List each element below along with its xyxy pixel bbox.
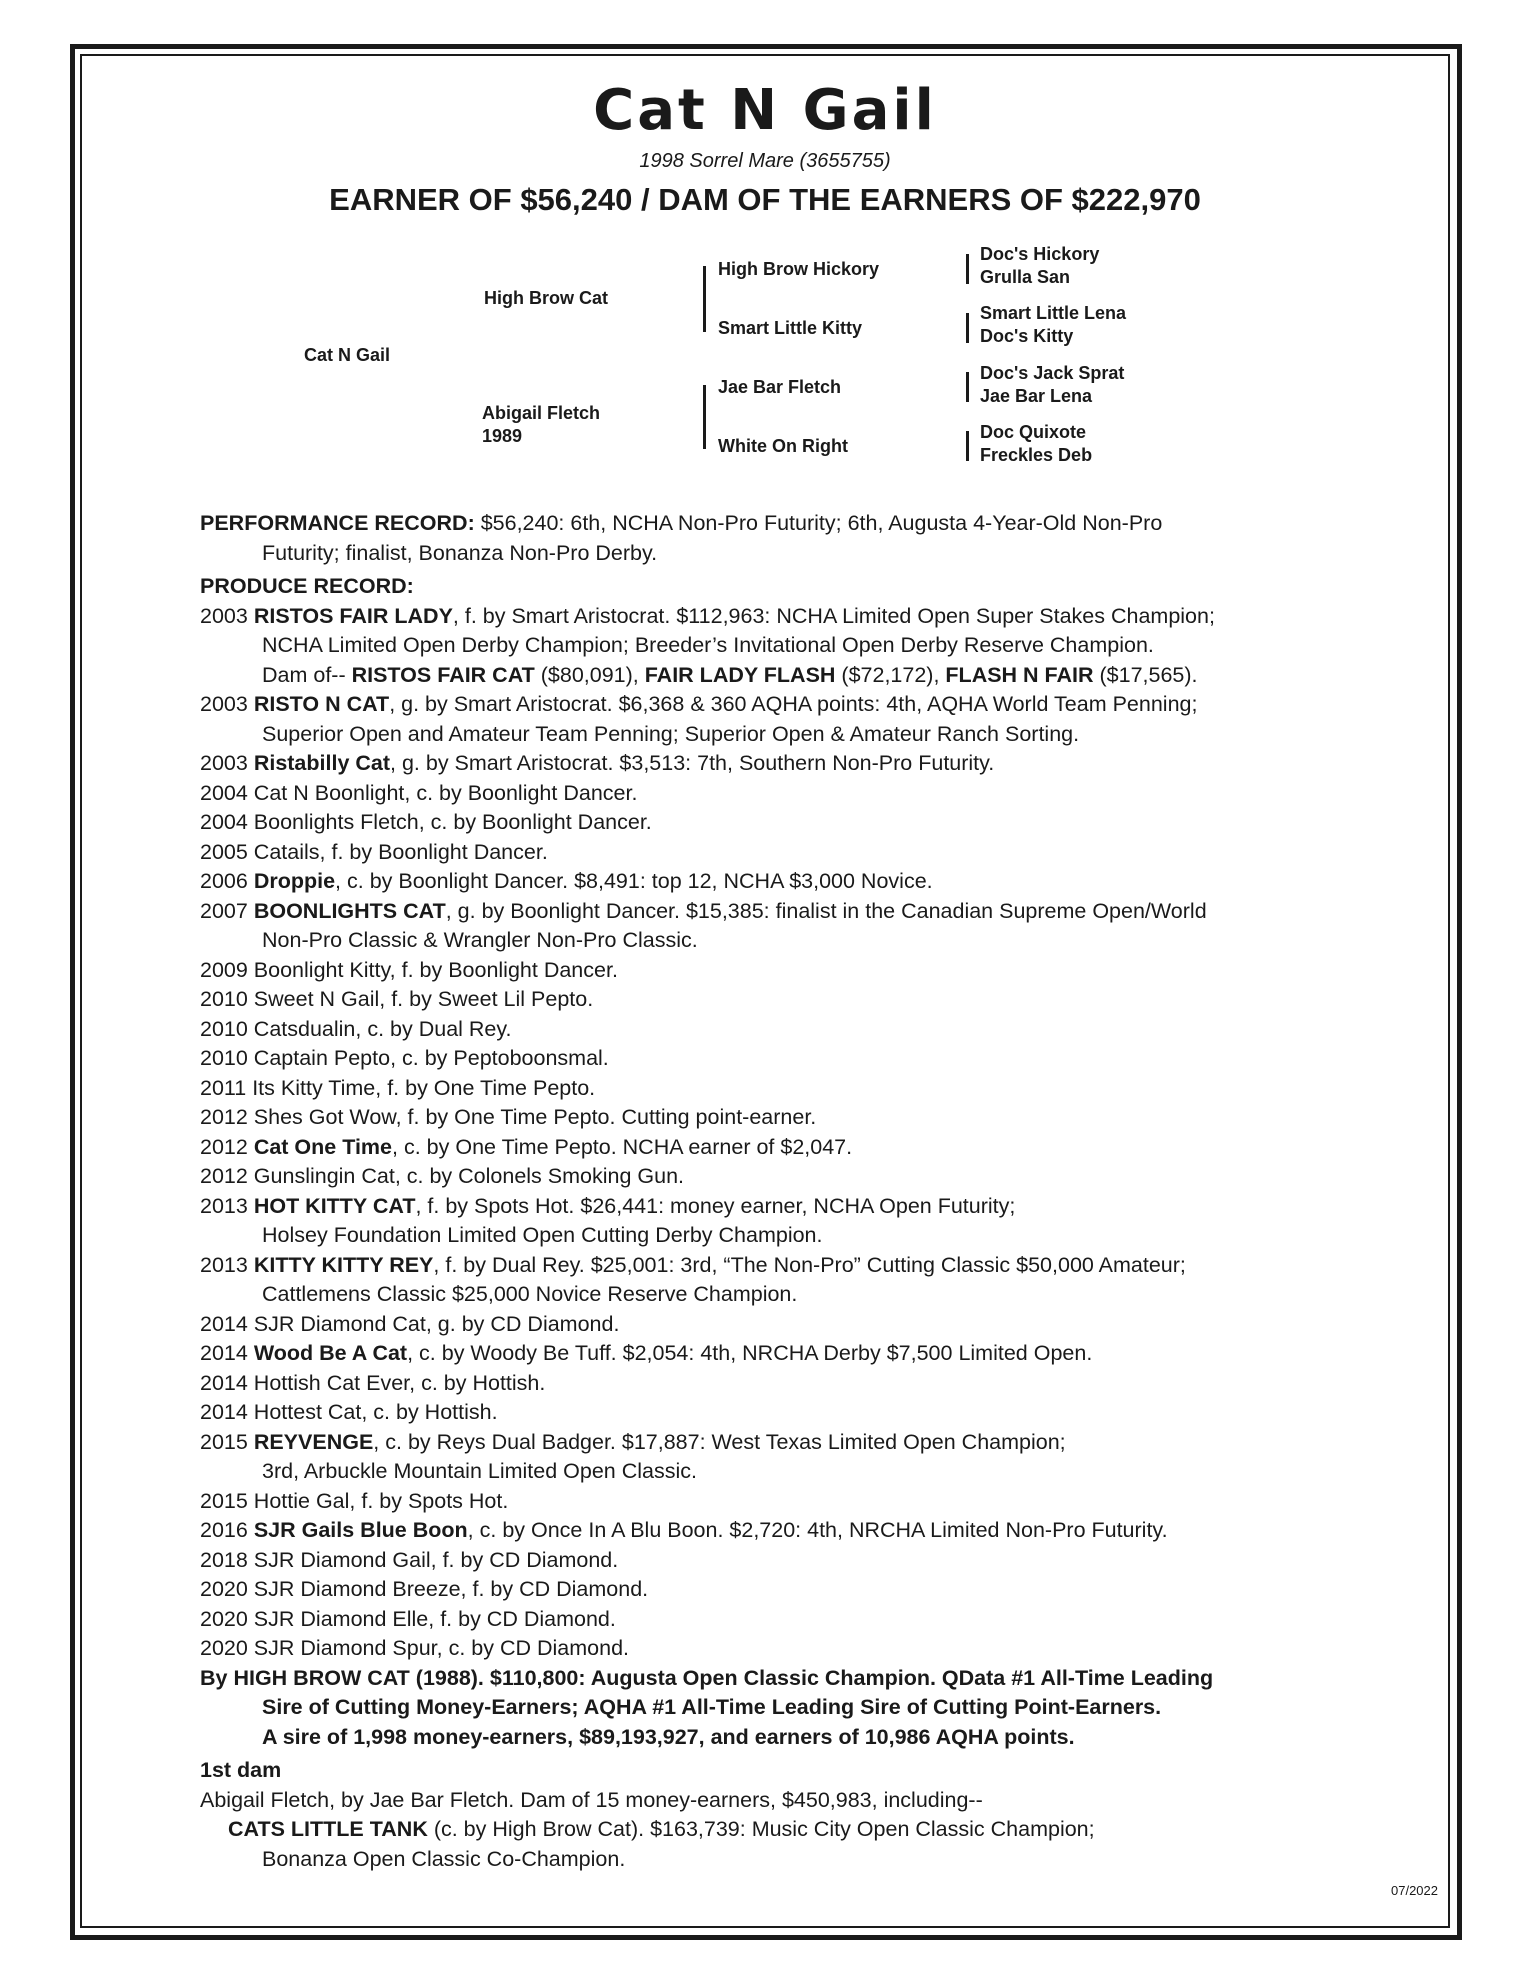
produce-entry: 2006 Droppie, c. by Boonlight Dancer. $8,491: top 12, NCHA $3,000 Novice. bbox=[200, 869, 933, 893]
produce-entry: 2011 Its Kitty Time, f. by One Time Pepto. bbox=[200, 1075, 596, 1100]
pedigree-g3-4: Doc's Kitty bbox=[980, 326, 1074, 346]
revision-date: 07/2022 bbox=[1391, 1883, 1438, 1898]
pedigree-g3-5: Doc's Jack Sprat bbox=[980, 363, 1125, 383]
pedigree-bracket-dam bbox=[703, 385, 706, 449]
page-title: Cat N Gail bbox=[593, 78, 937, 143]
pedigree-bracket-g3-1 bbox=[966, 254, 969, 284]
produce-entry: 2007 BOONLIGHTS CAT, g. by Boonlight Dancer. $15,385: finalist in the Canadian Supreme Open/World bbox=[200, 898, 1207, 923]
pedigree-g3-1: Doc's Hickory bbox=[980, 244, 1100, 264]
pedigree-subject: Cat N Gail bbox=[304, 345, 391, 365]
produce-entry-cont: Non-Pro Classic & Wrangler Non-Pro Classic. bbox=[262, 928, 698, 952]
pedigree-g3-8: Freckles Deb bbox=[980, 445, 1093, 465]
first-dam-heading: 1st dam bbox=[200, 1758, 282, 1782]
produce-entry: 2014 Wood Be A Cat, c. by Woody Be Tuff. $2,054: 4th, NRCHA Derby $7,500 Limited Open. bbox=[200, 1341, 1093, 1365]
first-dam-offspring-cont: Bonanza Open Classic Co-Champion. bbox=[262, 1846, 626, 1871]
produce-entry: 2013 KITTY KITTY REY, f. by Dual Rey. $25,001: 3rd, “The Non-Pro” Cutting Classic $50,000 Amateur; bbox=[200, 1252, 1186, 1277]
pedigree-g3-2: Grulla San bbox=[980, 267, 1071, 287]
pedigree-bracket-g3-3 bbox=[966, 372, 969, 402]
record-body bbox=[200, 509, 1340, 1874]
pedigree-g3-3: Smart Little Lena bbox=[980, 303, 1127, 323]
produce-entry: 2020 SJR Diamond Elle, f. by CD Diamond. bbox=[200, 1606, 616, 1631]
produce-entry: 2010 Captain Pepto, c. by Peptoboonsmal. bbox=[200, 1046, 609, 1070]
produce-entry-cont: 3rd, Arbuckle Mountain Limited Open Classic. bbox=[262, 1459, 697, 1483]
produce-entry: 2012 Cat One Time, c. by One Time Pepto. NCHA earner of $2,047. bbox=[200, 1134, 853, 1159]
produce-record-heading: PRODUCE RECORD: bbox=[200, 574, 414, 598]
pedigree-dam-sire: Jae Bar Fletch bbox=[718, 377, 842, 397]
produce-entry: 2020 SJR Diamond Breeze, f. by CD Diamond. bbox=[200, 1577, 649, 1601]
produce-entry: 2003 RISTOS FAIR LADY, f. by Smart Aristocrat. $112,963: NCHA Limited Open Super Stakes Champion; bbox=[200, 603, 1215, 628]
sire-info: By HIGH BROW CAT (1988). $110,800: Augusta Open Classic Champion. QData #1 All-Time Leading bbox=[200, 1665, 1214, 1690]
sire-info-cont: Sire of Cutting Money-Earners; AQHA #1 All-Time Leading Sire of Cutting Point-Earners. bbox=[262, 1695, 1162, 1719]
pedigree-dam-dam: White On Right bbox=[718, 436, 848, 456]
pedigree-dam: Abigail Fletch bbox=[482, 403, 601, 423]
produce-entry: 2004 Cat N Boonlight, c. by Boonlight Dancer. bbox=[200, 780, 638, 805]
horse-description: 1998 Sorrel Mare (3655755) bbox=[639, 150, 891, 172]
produce-entry: 2015 REYVENGE, c. by Reys Dual Badger. $17,887: West Texas Limited Open Champion; bbox=[200, 1429, 1066, 1454]
produce-entry: 2014 Hottish Cat Ever, c. by Hottish. bbox=[200, 1370, 546, 1395]
produce-entry: 2015 Hottie Gal, f. by Spots Hot. bbox=[200, 1488, 509, 1513]
produce-entry: 2013 HOT KITTY CAT, f. by Spots Hot. $26,441: money earner, NCHA Open Futurity; bbox=[200, 1193, 1016, 1218]
sire-info-cont: A sire of 1,998 money-earners, $89,193,927, and earners of 10,986 AQHA points. bbox=[262, 1724, 1075, 1749]
produce-entry: 2009 Boonlight Kitty, f. by Boonlight Dancer. bbox=[200, 957, 618, 982]
produce-entry: 2014 Hottest Cat, c. by Hottish. bbox=[200, 1400, 498, 1424]
produce-entry: 2014 SJR Diamond Cat, g. by CD Diamond. bbox=[200, 1311, 620, 1336]
produce-entry: 2010 Sweet N Gail, f. by Sweet Lil Pepto. bbox=[200, 987, 594, 1011]
produce-entry: 2010 Catsdualin, c. by Dual Rey. bbox=[200, 1016, 512, 1041]
first-dam-info: Abigail Fletch, by Jae Bar Fletch. Dam of 15 money-earners, $450,983, including-- bbox=[200, 1787, 983, 1812]
produce-entry: 2003 RISTO N CAT, g. by Smart Aristocrat. $6,368 & 360 AQHA points: 4th, AQHA World Team Penning; bbox=[200, 692, 1198, 716]
pedigree-bracket-sire bbox=[703, 266, 706, 332]
pedigree-bracket-g3-4 bbox=[966, 431, 969, 461]
produce-entry: 2020 SJR Diamond Spur, c. by CD Diamond. bbox=[200, 1636, 630, 1660]
produce-entry-cont: Superior Open and Amateur Team Penning; Superior Open & Amateur Ranch Sorting. bbox=[262, 721, 1080, 746]
performance-record: PERFORMANCE RECORD: $56,240: 6th, NCHA Non-Pro Futurity; 6th, Augusta 4-Year-Old Non-Pro bbox=[200, 511, 1163, 535]
produce-entry: 2012 Shes Got Wow, f. by One Time Pepto. Cutting point-earner. bbox=[200, 1105, 817, 1129]
produce-entry-cont: Cattlemens Classic $25,000 Novice Reserve Champion. bbox=[262, 1282, 798, 1306]
produce-entry-cont: NCHA Limited Open Derby Champion; Breeder’s Invitational Open Derby Reserve Champion. bbox=[262, 633, 1154, 657]
produce-entry: 2003 Ristabilly Cat, g. by Smart Aristocrat. $3,513: 7th, Southern Non-Pro Futurity. bbox=[200, 751, 995, 775]
produce-entry-cont: Holsey Foundation Limited Open Cutting Derby Champion. bbox=[262, 1223, 823, 1247]
earner-summary: EARNER OF $56,240 / DAM OF THE EARNERS OF $222,970 bbox=[329, 182, 1201, 217]
produce-entry: 2016 SJR Gails Blue Boon, c. by Once In A Blu Boon. $2,720: 4th, NRCHA Limited Non-Pro Futurity. bbox=[200, 1518, 1168, 1542]
pedigree-sire: High Brow Cat bbox=[484, 288, 608, 308]
first-dam-offspring: CATS LITTLE TANK (c. by High Brow Cat). $163,739: Music City Open Classic Champion; bbox=[228, 1817, 1095, 1841]
produce-entry-cont: Dam of-- RISTOS FAIR CAT ($80,091), FAIR LADY FLASH ($72,172), FLASH N FAIR ($17,565). bbox=[262, 662, 1198, 687]
produce-entry: 2012 Gunslingin Cat, c. by Colonels Smoking Gun. bbox=[200, 1164, 685, 1188]
produce-entry: 2018 SJR Diamond Gail, f. by CD Diamond. bbox=[200, 1547, 619, 1572]
pedigree-dam-year: 1989 bbox=[482, 426, 523, 446]
produce-entry: 2005 Catails, f. by Boonlight Dancer. bbox=[200, 839, 548, 864]
pedigree-bracket-g3-2 bbox=[966, 313, 969, 343]
pedigree-sire-dam: Smart Little Kitty bbox=[718, 318, 863, 338]
pedigree-sire-sire: High Brow Hickory bbox=[718, 259, 880, 279]
pedigree-g3-7: Doc Quixote bbox=[980, 422, 1087, 442]
pedigree-g3-6: Jae Bar Lena bbox=[980, 386, 1093, 406]
performance-record-cont: Futurity; finalist, Bonanza Non-Pro Derby. bbox=[262, 540, 658, 565]
produce-entry: 2004 Boonlights Fletch, c. by Boonlight Dancer. bbox=[200, 810, 652, 834]
